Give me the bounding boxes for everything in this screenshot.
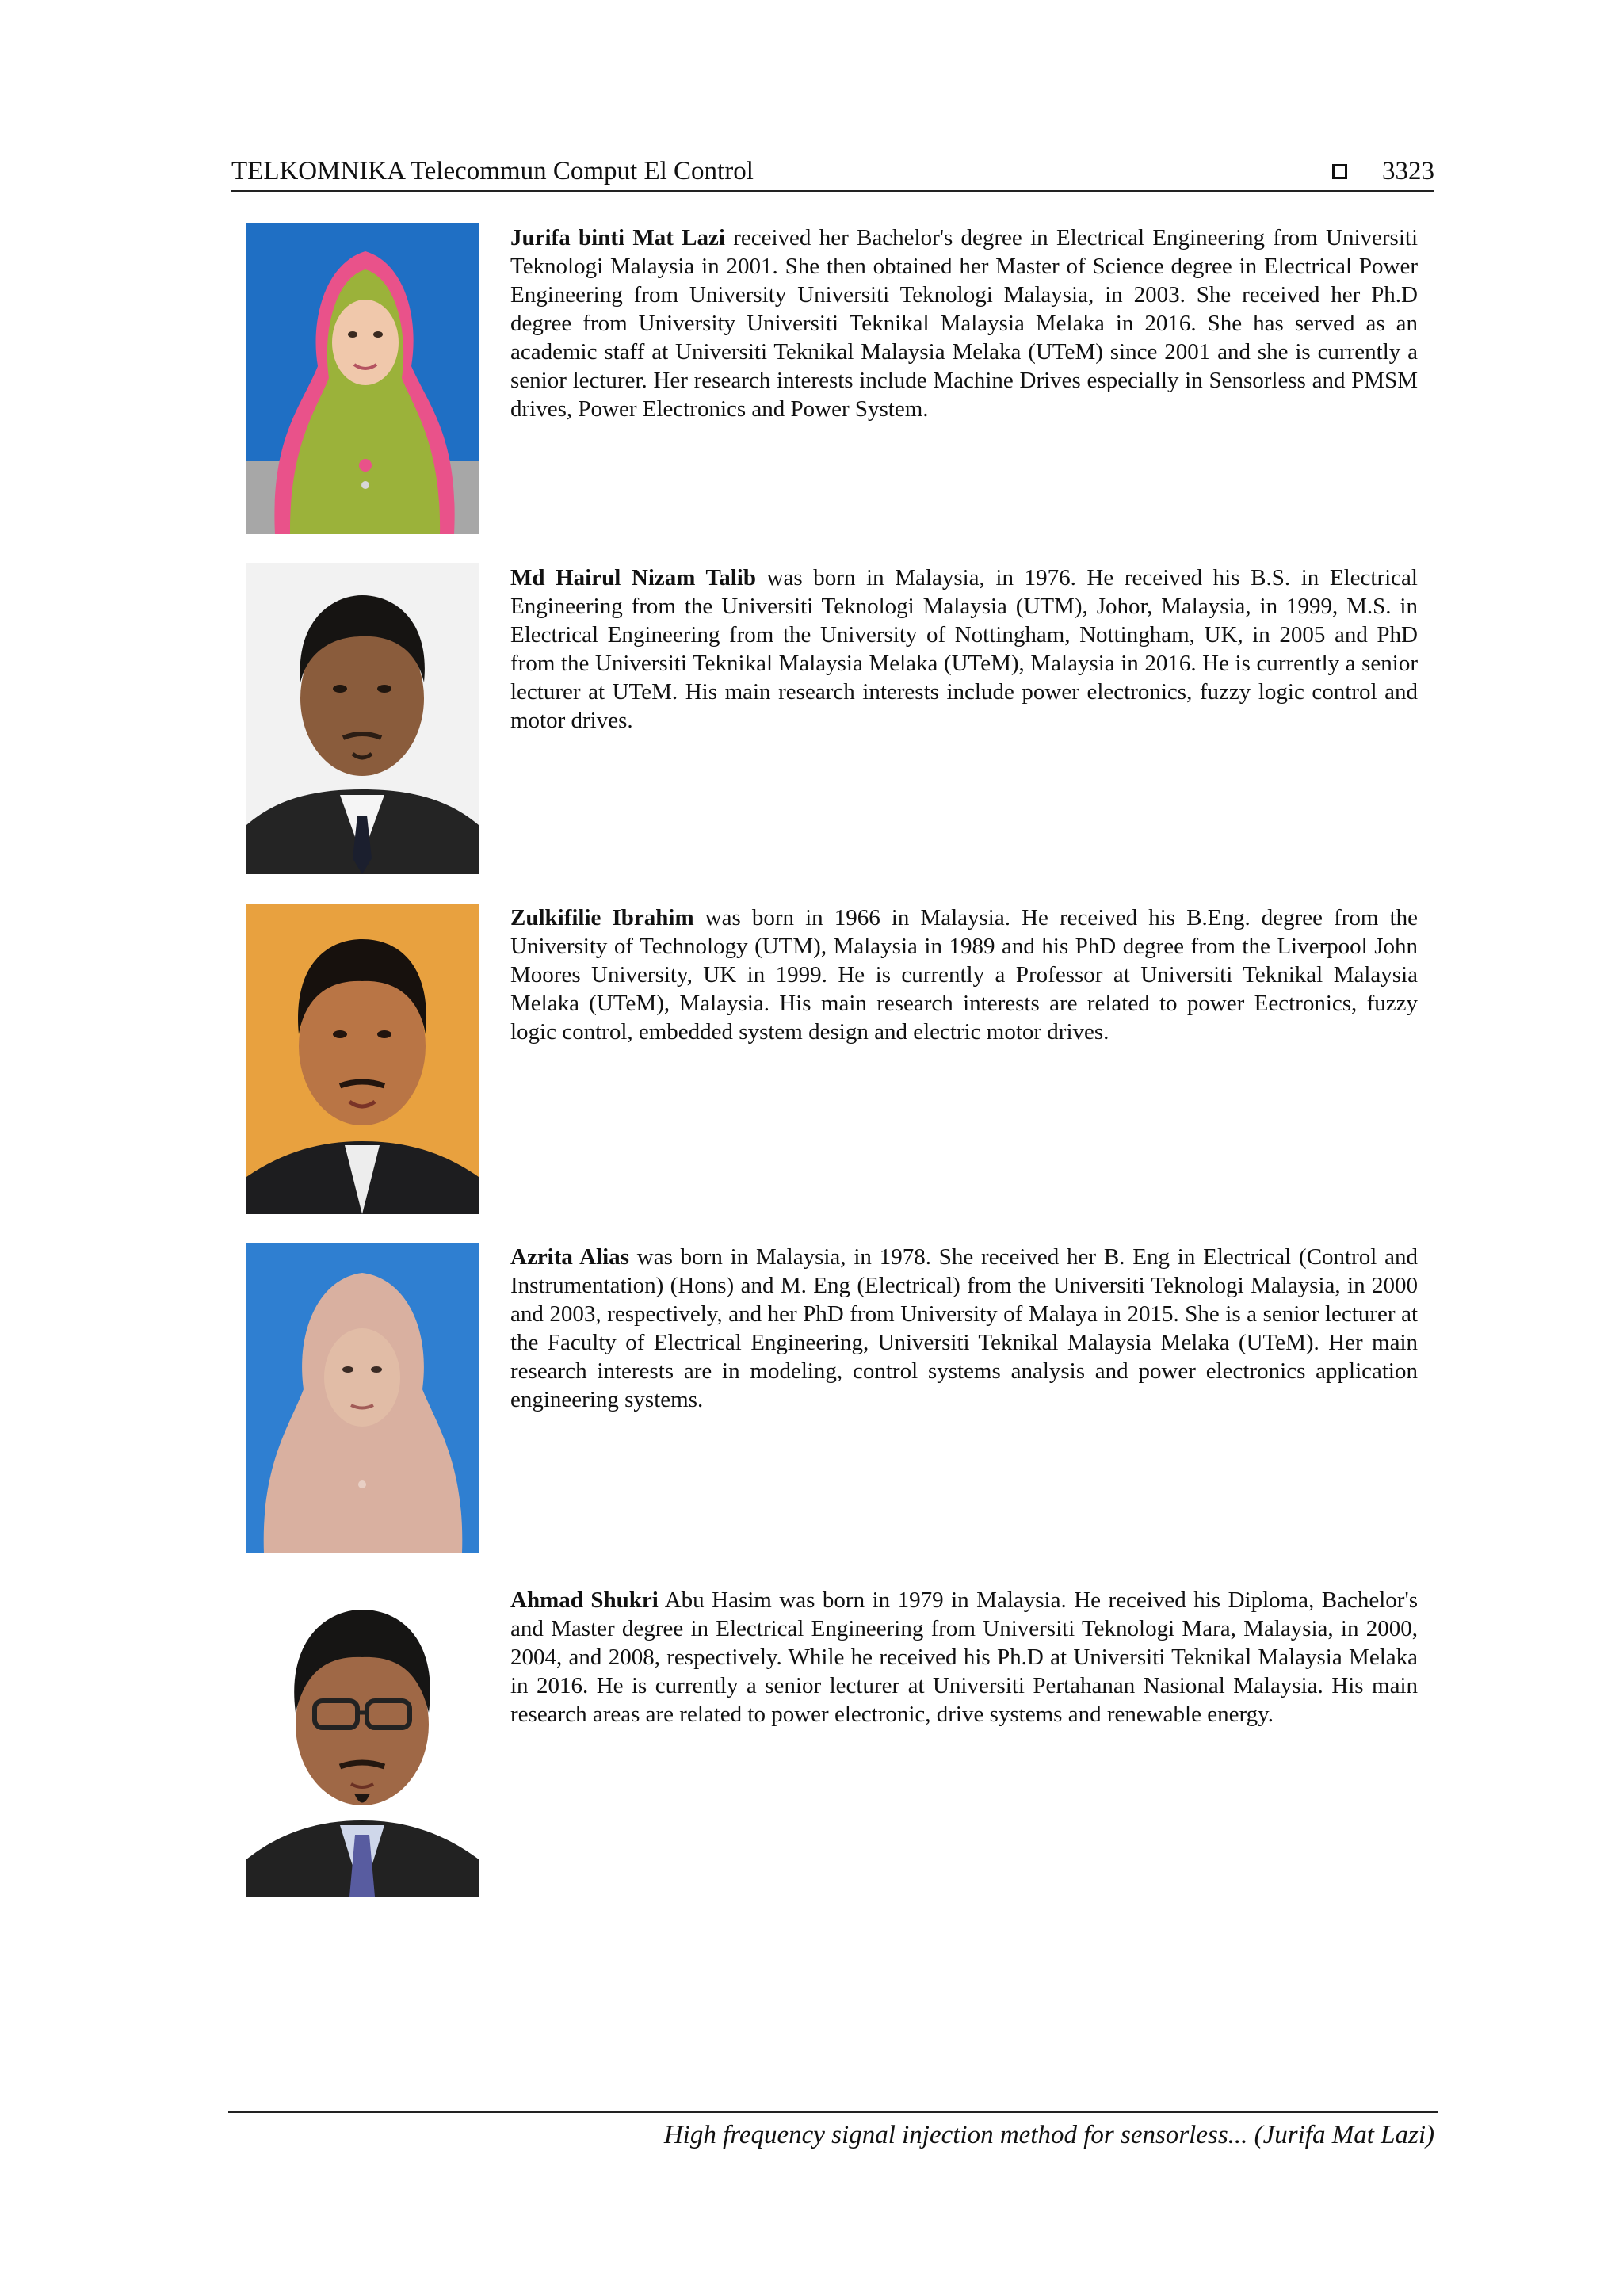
author-bio-1 — [246, 223, 1418, 534]
author-description-1: received her Bachelor's degree in Electrical Engineering from Universiti Teknologi Malaysia in 2001. She then obtained her Master of Science degree in Electrical Power Engineering from University Universiti Teknologi Malaysia, in 2003. She received her Ph.D degree from University Universiti Teknikal Malaysia Melaka in 2016. She has served as an academic staff at Universiti Teknikal Malaysia Melaka (UTeM) since 2001 and she is currently a senior lecturer. Her research interests include Machine Drives especially in Sensorless and PMSM drives, Power Electronics and Power System. — [510, 225, 1418, 422]
paper-title-footer: High frequency signal injection method for sensorless... (Jurifa Mat Lazi) — [663, 2121, 1434, 2149]
running-header — [231, 155, 1434, 192]
author-bio-text-2 — [510, 563, 1418, 735]
square-bullet-icon — [1332, 164, 1347, 179]
author-photo-1 — [246, 223, 479, 534]
author-description-5: Abu Hasim was born in 1979 in Malaysia. He received his Diploma, Bachelor's and Master degree in Electrical Engineering from Universiti Teknologi Mara, Malaysia, in 2000, 2004, and 2008, respectively. While he received his Ph.D at Universiti Teknikal Malaysia Melaka in 2016. He is currently a senior lecturer at Universiti Pertahanan Nasional Malaysia. His main research areas are related to power electronic, drive systems and renewable energy. — [510, 1587, 1418, 1727]
author-photo-4 — [246, 1243, 479, 1553]
author-photo-2 — [246, 563, 479, 874]
author-description-2: was born in Malaysia, in 1976. He received his B.S. in Electrical Engineering from the Universiti Teknologi Malaysia (UTM), Johor, Malaysia, in 1999, M.S. in Electrical Engineering from the University of Nottingham, Nottingham, UK, in 2005 and PhD from the Universiti Teknikal Malaysia Melaka (UTeM), Malaysia in 2016. He is currently a senior lecturer at UTeM. His main research interests include power electronics, fuzzy logic control and motor drives. — [510, 565, 1418, 733]
author-bio-4 — [246, 1243, 1418, 1553]
author-portrait-glasses — [246, 1586, 479, 1897]
author-bio-2 — [246, 563, 1418, 874]
author-portrait-suit — [246, 563, 479, 874]
running-footer — [228, 2111, 1438, 2160]
author-portrait-hijab-beige — [246, 1243, 479, 1553]
author-name-3: Zulkifilie Ibrahim — [510, 905, 694, 930]
journal-name: TELKOMNIKA Telecommun Comput El Control — [231, 157, 754, 185]
author-bio-3 — [246, 904, 1418, 1214]
author-name-1: Jurifa binti Mat Lazi — [510, 225, 725, 250]
page-number: 3323 — [1382, 157, 1434, 185]
author-description-4: was born in Malaysia, in 1978. She received her B. Eng in Electrical (Control and Instrumentation) (Hons) and M. Eng (Electrical) from the Universiti Teknologi Malaysia, in 2000 and 2003, respectively, and her PhD from University of Malaya in 2015. She is a senior lecturer at the Faculty of Electrical Engineering, Universiti Teknikal Malaysia Melaka (UTeM). Her main research interests are in modeling, control systems analysis and power electronics application engineering systems. — [510, 1244, 1418, 1412]
author-name-2: Md Hairul Nizam Talib — [510, 565, 756, 590]
page-marker — [1332, 155, 1434, 187]
author-name-4: Azrita Alias — [510, 1244, 629, 1270]
author-portrait-orange-background — [246, 904, 479, 1214]
author-bio-text-1 — [510, 223, 1418, 423]
author-bio-text-5 — [510, 1586, 1418, 1729]
author-bio-5 — [246, 1586, 1418, 1897]
author-name-5: Ahmad Shukri — [510, 1587, 659, 1613]
author-photo-5 — [246, 1586, 479, 1897]
author-photo-3 — [246, 904, 479, 1214]
author-bio-text-3 — [510, 904, 1418, 1046]
author-portrait-hijab-green — [246, 223, 479, 534]
author-description-3: was born in 1966 in Malaysia. He received his B.Eng. degree from the University of Technology (UTM), Malaysia in 1989 and his PhD degree from the Liverpool John Moores University, UK in 1999. He is currently a Professor at Universiti Teknikal Malaysia Melaka (UTeM), Malaysia. His main research interests are related to power Eectronics, fuzzy logic control, embedded system design and electric motor drives. — [510, 905, 1418, 1045]
author-bio-text-4 — [510, 1243, 1418, 1414]
